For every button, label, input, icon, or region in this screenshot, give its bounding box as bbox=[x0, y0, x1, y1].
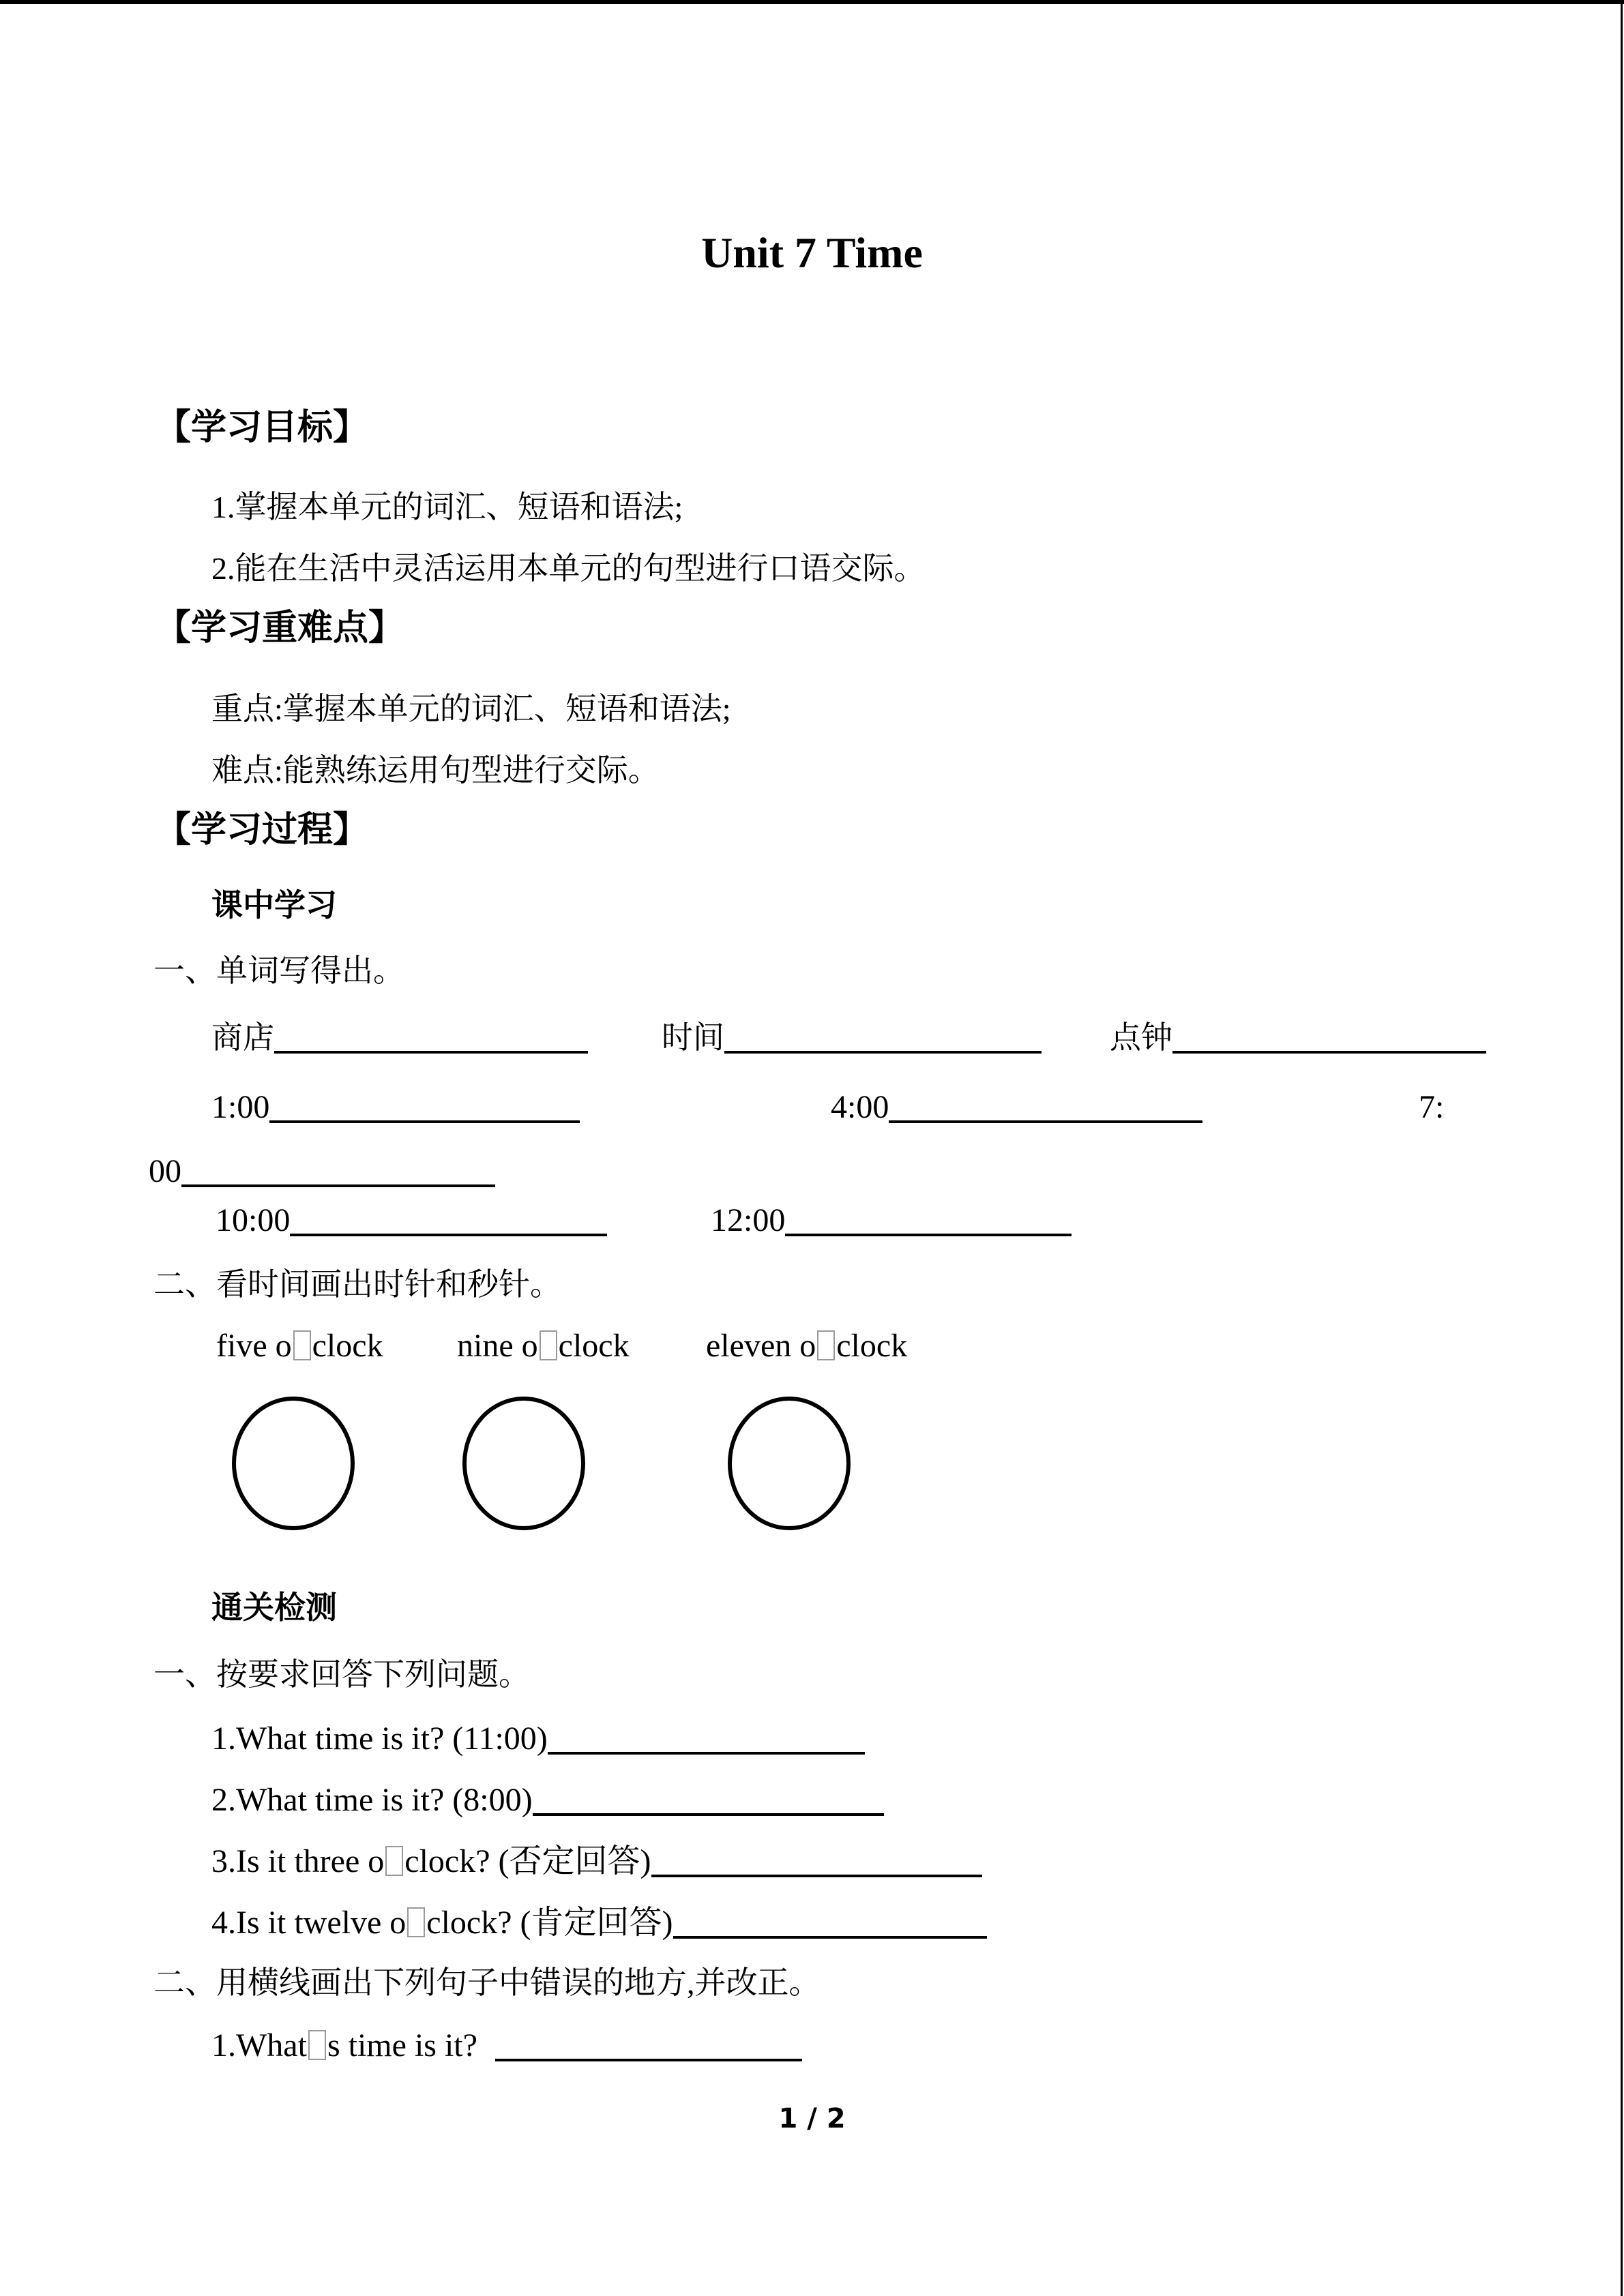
difficult-point-item: 难点:能熟练运用句型进行交际。 bbox=[211, 753, 660, 788]
objective-item-1: 1.掌握本单元的词汇、短语和语法; bbox=[211, 490, 683, 524]
answer-blank bbox=[1172, 1044, 1486, 1054]
key-points-header: 【学习重难点】 bbox=[156, 609, 404, 648]
task2-header: 二、看时间画出时针和秒针。 bbox=[153, 1267, 561, 1302]
time-7-label: 7: bbox=[1419, 1089, 1445, 1125]
clock-label-five bbox=[216, 1327, 383, 1365]
question-2-text: 2.What time is it? (8:00) bbox=[211, 1782, 533, 1818]
answer-blank bbox=[889, 1114, 1202, 1123]
time-12-item bbox=[711, 1202, 1072, 1239]
time-4-label: 4:00 bbox=[831, 1089, 889, 1125]
clock-label-text: nine o bbox=[457, 1328, 538, 1364]
answer-blank bbox=[785, 1227, 1072, 1236]
answer-blank bbox=[181, 1178, 495, 1187]
clock-label-text: five o bbox=[216, 1328, 292, 1364]
objectives-header: 【学习目标】 bbox=[156, 408, 369, 447]
question-4 bbox=[211, 1904, 987, 1941]
clock-label-eleven bbox=[706, 1327, 907, 1365]
clock-label-text: clock bbox=[836, 1328, 908, 1364]
clock-face-circle bbox=[728, 1397, 851, 1530]
question-3-text-pre: 3.Is it three o bbox=[211, 1843, 385, 1879]
missing-glyph-box bbox=[407, 1907, 425, 1937]
time-7-wrap-label: 00 bbox=[149, 1153, 181, 1189]
vocab-time-item bbox=[662, 1020, 1042, 1056]
check1-header: 一、按要求回答下列问题。 bbox=[153, 1657, 530, 1692]
question-2 bbox=[211, 1781, 884, 1819]
vocab-oclock-label: 点钟 bbox=[1110, 1020, 1172, 1055]
check2-header: 二、用横线画出下列句子中错误的地方,并改正。 bbox=[153, 1965, 821, 2000]
missing-glyph-box bbox=[817, 1330, 835, 1360]
time-1-label: 1:00 bbox=[211, 1089, 270, 1125]
question-4-text-post: clock? (肯定回答) bbox=[426, 1905, 673, 1941]
answer-blank bbox=[495, 2052, 802, 2061]
clock-label-text: clock bbox=[558, 1328, 630, 1364]
vocab-shop-label: 商店 bbox=[211, 1020, 274, 1055]
correction-1 bbox=[211, 2027, 802, 2064]
missing-glyph-box bbox=[540, 1330, 557, 1360]
time-4-item bbox=[831, 1088, 1202, 1126]
page-number: 1 / 2 bbox=[778, 2103, 846, 2134]
time-10-item bbox=[216, 1202, 607, 1239]
task1-header: 一、单词写得出。 bbox=[153, 953, 404, 988]
answer-blank bbox=[269, 1114, 580, 1123]
time-1-item bbox=[211, 1088, 580, 1126]
clock-label-nine bbox=[457, 1327, 630, 1365]
vocab-shop-item bbox=[211, 1020, 588, 1056]
page-scan-right-border bbox=[1621, 4, 1623, 2296]
correction-1-text-pre: 1.What bbox=[211, 2027, 307, 2063]
objective-item-2: 2.能在生活中灵活运用本单元的句型进行口语交际。 bbox=[211, 551, 926, 586]
answer-blank bbox=[274, 1044, 588, 1054]
clock-face-circle bbox=[462, 1397, 585, 1530]
page-title: Unit 7 Time bbox=[701, 228, 923, 277]
missing-glyph-box bbox=[293, 1330, 311, 1360]
answer-blank bbox=[548, 1745, 865, 1755]
clock-label-text: clock bbox=[312, 1328, 383, 1364]
time-7-wrapped-item bbox=[149, 1152, 495, 1190]
missing-glyph-box bbox=[385, 1846, 403, 1876]
question-1-text: 1.What time is it? (11:00) bbox=[211, 1720, 548, 1757]
clock-face-circle bbox=[232, 1397, 355, 1530]
answer-blank bbox=[533, 1806, 884, 1816]
key-point-item: 重点:掌握本单元的词汇、短语和语法; bbox=[211, 691, 731, 726]
clock-label-text: eleven o bbox=[706, 1328, 816, 1364]
answer-blank bbox=[651, 1868, 982, 1877]
checkpoint-subheader: 通关检测 bbox=[211, 1590, 337, 1625]
question-3 bbox=[211, 1843, 982, 1880]
process-header: 【学习过程】 bbox=[156, 811, 369, 850]
correction-1-text-post: s time is it? bbox=[327, 2027, 486, 2063]
time-10-label: 10:00 bbox=[216, 1202, 291, 1238]
vocab-oclock-item bbox=[1110, 1020, 1486, 1056]
in-class-subheader: 课中学习 bbox=[211, 888, 337, 923]
missing-glyph-box bbox=[308, 2030, 326, 2060]
answer-blank bbox=[673, 1929, 987, 1939]
question-4-text-pre: 4.Is it twelve o bbox=[211, 1905, 407, 1941]
question-3-text-post: clock? (否定回答) bbox=[404, 1843, 651, 1879]
time-12-label: 12:00 bbox=[711, 1202, 786, 1238]
answer-blank bbox=[724, 1044, 1042, 1054]
vocab-time-label: 时间 bbox=[662, 1020, 724, 1055]
question-1 bbox=[211, 1720, 865, 1757]
answer-blank bbox=[290, 1227, 607, 1236]
